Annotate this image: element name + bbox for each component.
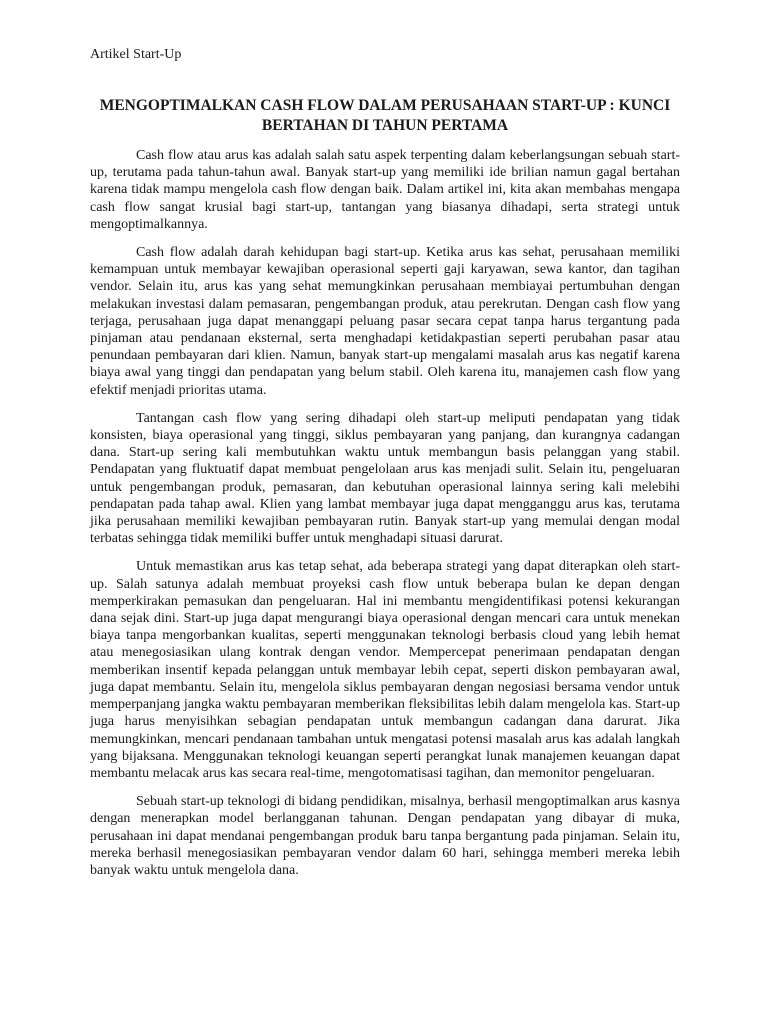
paragraph-4: Untuk memastikan arus kas tetap sehat, ada beberapa strategi yang dapat diterapkan oleh start-up. Salah satunya adalah membuat proyeksi cash flow untuk beberapa bulan ke depan dengan memperkirakan pemasukan dan pengeluaran. Hal ini membantu mengidentifikasi potensi kekurangan dana sejak dini. Start-up juga dapat mengurangi biaya operasional dengan mencari cara untuk menekan biaya tanpa mengorbankan kualitas, seperti menggunakan teknologi berbasis cloud yang lebih hemat atau menegosiasikan ulang kontrak dengan vendor. Mempercepat penerimaan pendapatan dengan memberikan insentif kepada pelanggan untuk membayar lebih cepat, seperti diskon pembayaran awal, juga dapat membantu. Selain itu, mengelola siklus pembayaran dengan negosiasi bersama vendor untuk memperpanjang jangka waktu pembayaran memberikan fleksibilitas lebih dalam mengelola kas. Start-up juga harus menyisihkan sebagian pendapatan untuk membangun cadangan dana darurat. Jika memungkinkan, mencari pendanaan tambahan untuk mengatasi potensi masalah arus kas adalah langkah yang bijaksana. Menggunakan teknologi keuangan seperti perangkat lunak manajemen keuangan dapat membantu melacak arus kas secara real-time, mengotomatisasi tagihan, dan memonitor pengeluaran. <box>90 559 680 781</box>
paragraph-2: Cash flow adalah darah kehidupan bagi start-up. Ketika arus kas sehat, perusahaan memiliki kemampuan untuk membayar kewajiban operasional seperti gaji karyawan, sewa kantor, dan tagihan vendor. Selain itu, arus kas yang sehat memungkinkan perusahaan membiayai pertumbuhan dengan melakukan investasi dalam pemasaran, pengembangan produk, atau perekrutan. Dengan cash flow yang terjaga, perusahaan juga dapat menanggapi peluang pasar secara cepat tanpa harus tergantung pada pinjaman atau pendanaan eksternal, serta menghadapi ketidakpastian seperti perubahan pasar atau penundaan pembayaran dari klien. Namun, banyak start-up mengalami masalah arus kas negatif karena biaya awal yang tinggi dan pendapatan yang belum stabil. Oleh karena itu, manajemen cash flow yang efektif menjadi prioritas utama. <box>90 245 680 398</box>
paragraph-1: Cash flow atau arus kas adalah salah satu aspek terpenting dalam keberlangsungan sebuah start-up, terutama pada tahun-tahun awal. Banyak start-up yang memiliki ide brilian namun gagal bertahan karena tidak mampu mengelola cash flow dengan baik. Dalam artikel ini, kita akan membahas mengapa cash flow sangat krusial bagi start-up, tantangan yang biasanya dihadapi, serta strategi untuk mengoptimalkannya. <box>90 148 680 232</box>
running-header: Artikel Start-Up <box>90 47 182 62</box>
paragraph-3: Tantangan cash flow yang sering dihadapi oleh start-up meliputi pendapatan yang tidak konsisten, biaya operasional yang tinggi, siklus pembayaran yang panjang, dan kurangnya cadangan dana. Start-up sering kali membutuhkan waktu untuk membangun basis pelanggan yang stabil. Pendapatan yang fluktuatif dapat membuat pengelolaan arus kas menjadi sulit. Selain itu, pengeluaran untuk pengembangan produk, pemasaran, dan kebutuhan operasional lainnya sering kali melebihi pendapatan pada tahap awal. Klien yang lambat membayar juga dapat mengganggu arus kas, terutama jika perusahaan memiliki kewajiban pembayaran rutin. Banyak start-up yang memulai dengan modal terbatas sehingga tidak memiliki buffer untuk menghadapi situasi darurat. <box>90 410 680 547</box>
article-title: MENGOPTIMALKAN CASH FLOW DALAM PERUSAHAAN START-UP : KUNCI BERTAHAN DI TAHUN PERTAMA <box>99 97 671 134</box>
article-body <box>90 147 680 890</box>
paragraph-5: Sebuah start-up teknologi di bidang pendidikan, misalnya, berhasil mengoptimalkan arus kasnya dengan menerapkan model berlangganan tahunan. Dengan pendapatan yang dibayar di muka, perusahaan ini dapat mendanai pengembangan produk baru tanpa bergantung pada pinjaman. Selain itu, mereka berhasil menegosiasikan pembayaran vendor dalam 60 hari, sehingga memberi mereka lebih banyak waktu untuk mengelola dana. <box>90 794 680 878</box>
